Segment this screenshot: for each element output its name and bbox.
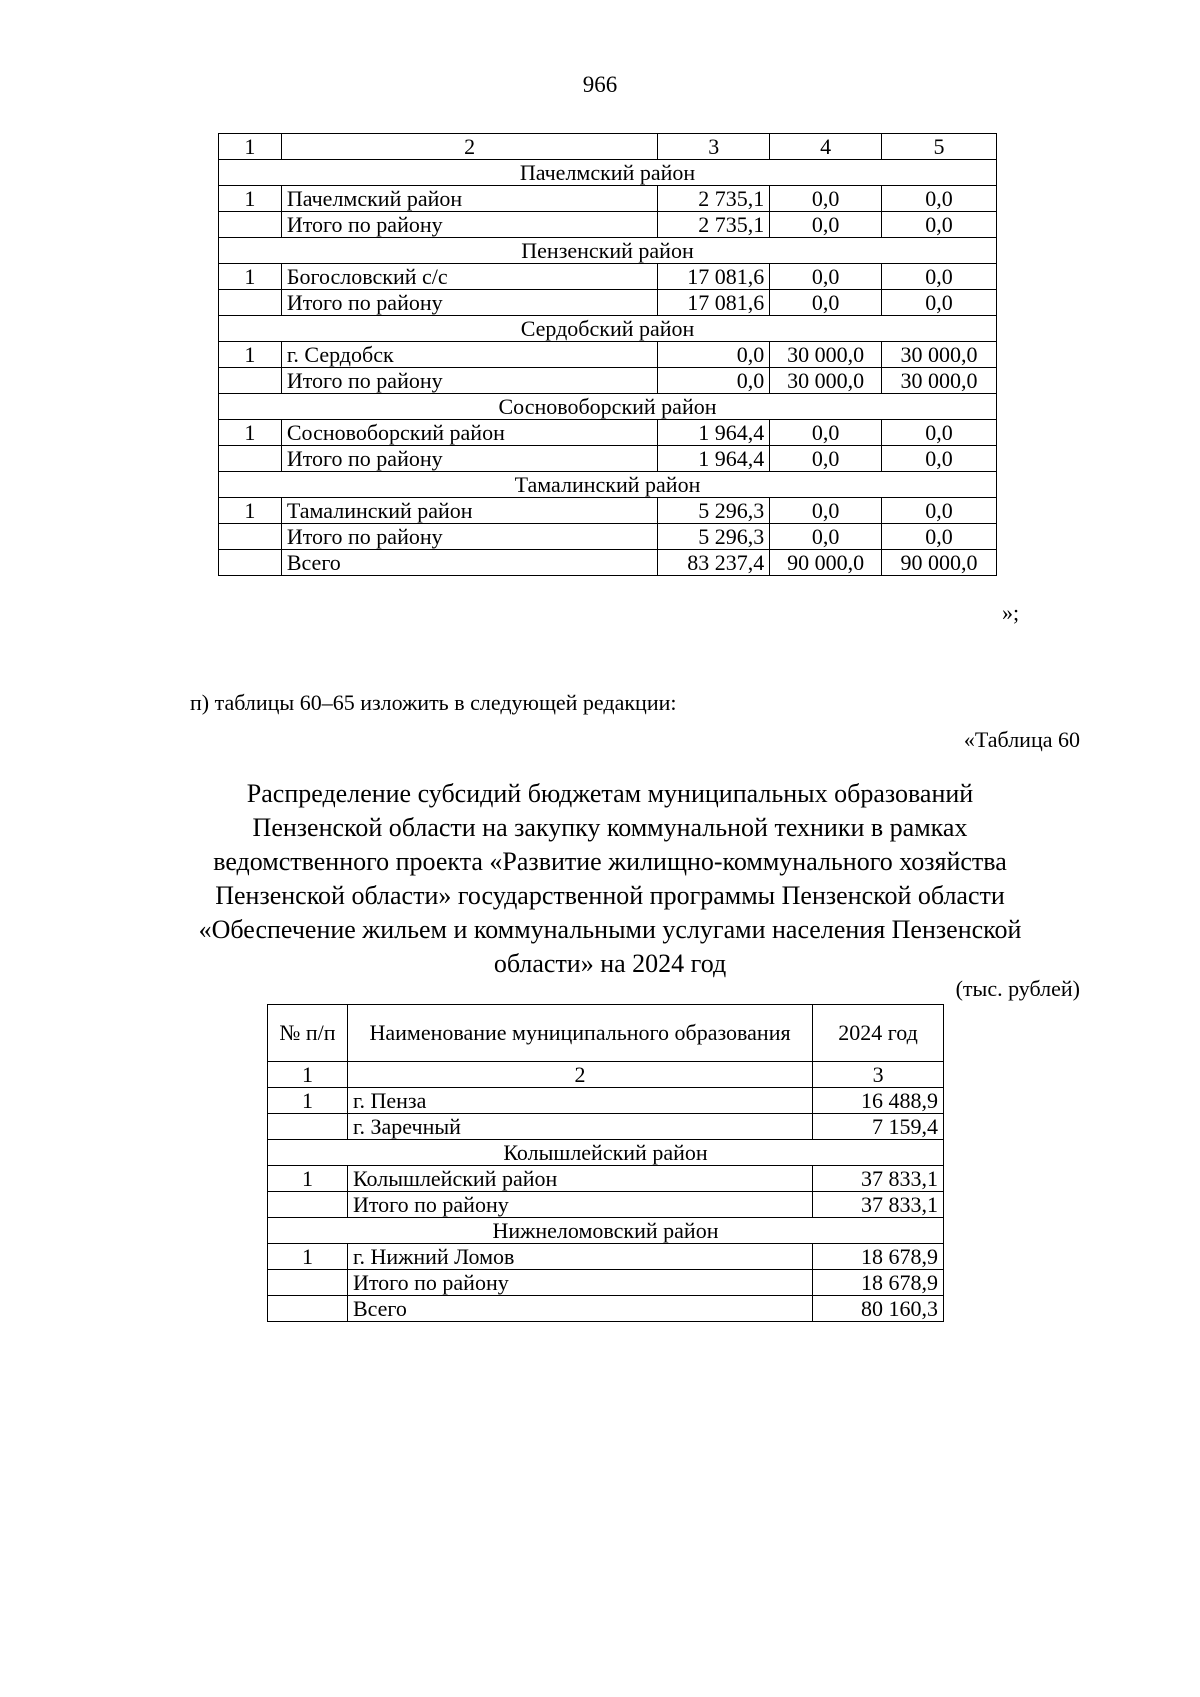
column-number-cell: 2 — [281, 134, 657, 160]
table-row — [219, 186, 997, 212]
value-cell: 37 833,1 — [813, 1166, 944, 1192]
column-header-cell: № п/п — [268, 1005, 348, 1062]
allocation-table-continued — [218, 133, 997, 576]
table-row — [268, 1192, 944, 1218]
subsidy-table — [267, 1004, 944, 1322]
name-cell: Богословский с/с — [281, 264, 657, 290]
district-row — [268, 1140, 944, 1166]
name-cell: Итого по району — [281, 212, 657, 238]
name-cell: Колышлейский район — [347, 1166, 812, 1192]
value-cell: 5 296,3 — [658, 498, 770, 524]
value-cell: 18 678,9 — [813, 1270, 944, 1296]
value-cell: 0,0 — [770, 524, 882, 550]
table-row — [219, 524, 997, 550]
value-cell: 0,0 — [658, 368, 770, 394]
value-cell: 7 159,4 — [813, 1114, 944, 1140]
value-cell: 0,0 — [770, 420, 882, 446]
total-row — [219, 550, 997, 576]
name-cell: Итого по району — [281, 446, 657, 472]
table-row — [268, 1244, 944, 1270]
table-row — [268, 1114, 944, 1140]
row-number-cell — [268, 1114, 348, 1140]
name-cell: г. Сердобск — [281, 342, 657, 368]
value-cell: 0,0 — [770, 498, 882, 524]
district-name-cell: Тамалинский район — [219, 472, 997, 498]
value-cell: 2 735,1 — [658, 186, 770, 212]
value-cell: 0,0 — [658, 342, 770, 368]
value-cell: 1 964,4 — [658, 420, 770, 446]
name-cell: г. Нижний Ломов — [347, 1244, 812, 1270]
row-number-cell: 1 — [219, 420, 282, 446]
header-row — [268, 1005, 944, 1062]
page-number: 966 — [582, 72, 618, 97]
table-row — [219, 498, 997, 524]
district-row — [219, 394, 997, 420]
district-row — [219, 160, 997, 186]
value-cell: 17 081,6 — [658, 264, 770, 290]
district-name-cell: Пачелмский район — [219, 160, 997, 186]
column-number-cell: 5 — [882, 134, 997, 160]
table-row — [219, 446, 997, 472]
name-cell: Итого по району — [281, 524, 657, 550]
column-header-cell: Наименование муниципального образования — [347, 1005, 812, 1062]
title-line: ведомственного проекта «Развитие жилищно-коммунального хозяйства — [213, 847, 1007, 876]
row-number-cell — [268, 1270, 348, 1296]
unit-note: (тыс. рублей) — [955, 976, 1080, 1001]
row-number-cell: 1 — [219, 186, 282, 212]
column-number-cell: 3 — [813, 1062, 944, 1088]
value-cell: 17 081,6 — [658, 290, 770, 316]
row-number-cell: 1 — [268, 1088, 348, 1114]
table-row — [219, 368, 997, 394]
row-number-cell — [219, 524, 282, 550]
district-row — [268, 1218, 944, 1244]
name-cell: Тамалинский район — [281, 498, 657, 524]
name-cell: Итого по району — [281, 290, 657, 316]
title-line: Пензенской области» государственной программы Пензенской области — [215, 881, 1005, 910]
name-cell: Сосновоборский район — [281, 420, 657, 446]
value-cell: 0,0 — [770, 186, 882, 212]
row-number-cell: 1 — [219, 498, 282, 524]
name-cell: Итого по району — [347, 1192, 812, 1218]
table-row — [268, 1088, 944, 1114]
district-row — [219, 472, 997, 498]
value-cell: 30 000,0 — [770, 368, 882, 394]
value-cell: 80 160,3 — [813, 1296, 944, 1322]
row-number-cell — [268, 1192, 348, 1218]
district-row — [219, 238, 997, 264]
value-cell: 90 000,0 — [770, 550, 882, 576]
value-cell: 2 735,1 — [658, 212, 770, 238]
row-number-cell: 1 — [219, 264, 282, 290]
row-number-cell — [219, 368, 282, 394]
value-cell: 0,0 — [882, 264, 997, 290]
row-number-cell — [219, 290, 282, 316]
row-number-cell: 1 — [219, 342, 282, 368]
value-cell: 37 833,1 — [813, 1192, 944, 1218]
value-cell: 0,0 — [770, 290, 882, 316]
name-cell: Пачелмский район — [281, 186, 657, 212]
closing-quote: »; — [1002, 600, 1020, 625]
table-row — [219, 264, 997, 290]
value-cell: 0,0 — [882, 420, 997, 446]
value-cell: 16 488,9 — [813, 1088, 944, 1114]
value-cell: 83 237,4 — [658, 550, 770, 576]
row-number-cell — [219, 212, 282, 238]
table-label: «Таблица 60 — [963, 727, 1080, 752]
table-row — [268, 1166, 944, 1192]
value-cell: 0,0 — [882, 446, 997, 472]
value-cell: 30 000,0 — [770, 342, 882, 368]
name-cell: г. Пенза — [347, 1088, 812, 1114]
district-name-cell: Сосновоборский район — [219, 394, 997, 420]
column-header-cell: 2024 год — [813, 1005, 944, 1062]
column-numbers-row — [268, 1062, 944, 1088]
district-name-cell: Сердобский район — [219, 316, 997, 342]
value-cell: 1 964,4 — [658, 446, 770, 472]
column-number-cell: 3 — [658, 134, 770, 160]
value-cell: 0,0 — [882, 498, 997, 524]
title-line: «Обеспечение жильем и коммунальными услугами населения Пензенской — [198, 915, 1022, 944]
value-cell: 0,0 — [770, 264, 882, 290]
column-number-cell: 1 — [268, 1062, 348, 1088]
district-row — [219, 316, 997, 342]
value-cell: 0,0 — [882, 290, 997, 316]
name-cell: Всего — [281, 550, 657, 576]
title-line: области» на 2024 год — [493, 949, 727, 978]
table-row — [268, 1296, 944, 1322]
row-number-cell — [268, 1296, 348, 1322]
table-row — [219, 290, 997, 316]
table-row — [219, 212, 997, 238]
name-cell: Итого по району — [281, 368, 657, 394]
row-number-cell — [219, 446, 282, 472]
name-cell: г. Заречный — [347, 1114, 812, 1140]
title-line: Пензенской области на закупку коммунальной техники в рамках — [252, 813, 968, 842]
column-number-cell: 1 — [219, 134, 282, 160]
table-row — [219, 420, 997, 446]
header-row — [219, 134, 997, 160]
value-cell: 0,0 — [882, 186, 997, 212]
district-name-cell: Нижнеломовский район — [268, 1218, 944, 1244]
row-number-cell: 1 — [268, 1166, 348, 1192]
value-cell: 5 296,3 — [658, 524, 770, 550]
value-cell: 30 000,0 — [882, 342, 997, 368]
name-cell: Всего — [347, 1296, 812, 1322]
district-name-cell: Пензенский район — [219, 238, 997, 264]
column-number-cell: 4 — [770, 134, 882, 160]
value-cell: 30 000,0 — [882, 368, 997, 394]
value-cell: 0,0 — [770, 446, 882, 472]
row-number-cell: 1 — [268, 1244, 348, 1270]
title-line: Распределение субсидий бюджетам муниципальных образований — [246, 779, 974, 808]
value-cell: 90 000,0 — [882, 550, 997, 576]
district-name-cell: Колышлейский район — [268, 1140, 944, 1166]
column-number-cell: 2 — [347, 1062, 812, 1088]
value-cell: 0,0 — [770, 212, 882, 238]
value-cell: 0,0 — [882, 524, 997, 550]
table-row — [268, 1270, 944, 1296]
table-title — [130, 777, 1090, 981]
amendment-paragraph: п) таблицы 60–65 изложить в следующей редакции: — [190, 690, 677, 715]
value-cell: 18 678,9 — [813, 1244, 944, 1270]
table-row — [219, 342, 997, 368]
value-cell: 0,0 — [882, 212, 997, 238]
name-cell: Итого по району — [347, 1270, 812, 1296]
row-number-cell — [219, 550, 282, 576]
